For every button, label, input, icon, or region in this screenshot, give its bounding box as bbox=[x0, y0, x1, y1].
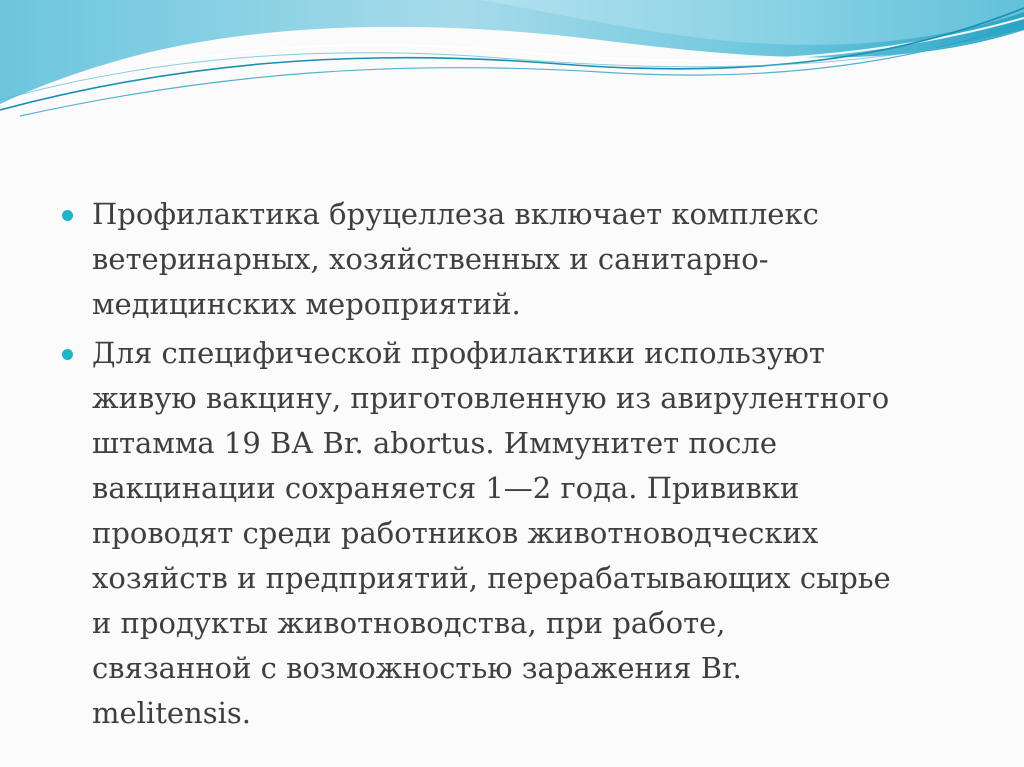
bullet-dot-icon bbox=[62, 349, 73, 360]
decorative-wave-header bbox=[0, 0, 1024, 130]
bullet-item bbox=[62, 192, 982, 327]
bullet-line: melitensis. bbox=[92, 696, 251, 730]
bullet-item bbox=[62, 331, 982, 736]
bullet-line: штамма 19 ВА Br. abortus. Иммунитет после bbox=[92, 426, 777, 460]
bullet-line: Профилактика бруцеллеза включает комплекс bbox=[92, 197, 819, 231]
bullet-list bbox=[62, 192, 982, 736]
bullet-line: и продукты животноводства, при работе, bbox=[92, 606, 726, 640]
bullet-line: вакцинации сохраняется 1—2 года. Прививки bbox=[92, 471, 800, 505]
bullet-line: ветеринарных, хозяйственных и санитарно- bbox=[92, 242, 769, 276]
bullet-line: Для специфической профилактики используют bbox=[92, 336, 825, 370]
bullet-line: связанной с возможностью заражения Br. bbox=[92, 651, 742, 685]
bullet-line: проводят среди работников животноводческих bbox=[92, 516, 819, 550]
bullet-line: живую вакцину, приготовленную из авирулентного bbox=[92, 381, 890, 415]
content-area bbox=[62, 192, 982, 740]
bullet-dot-icon bbox=[62, 210, 73, 221]
bullet-line: хозяйств и предприятий, перерабатывающих сырье bbox=[92, 561, 891, 595]
bullet-line: медицинских мероприятий. bbox=[92, 287, 521, 321]
